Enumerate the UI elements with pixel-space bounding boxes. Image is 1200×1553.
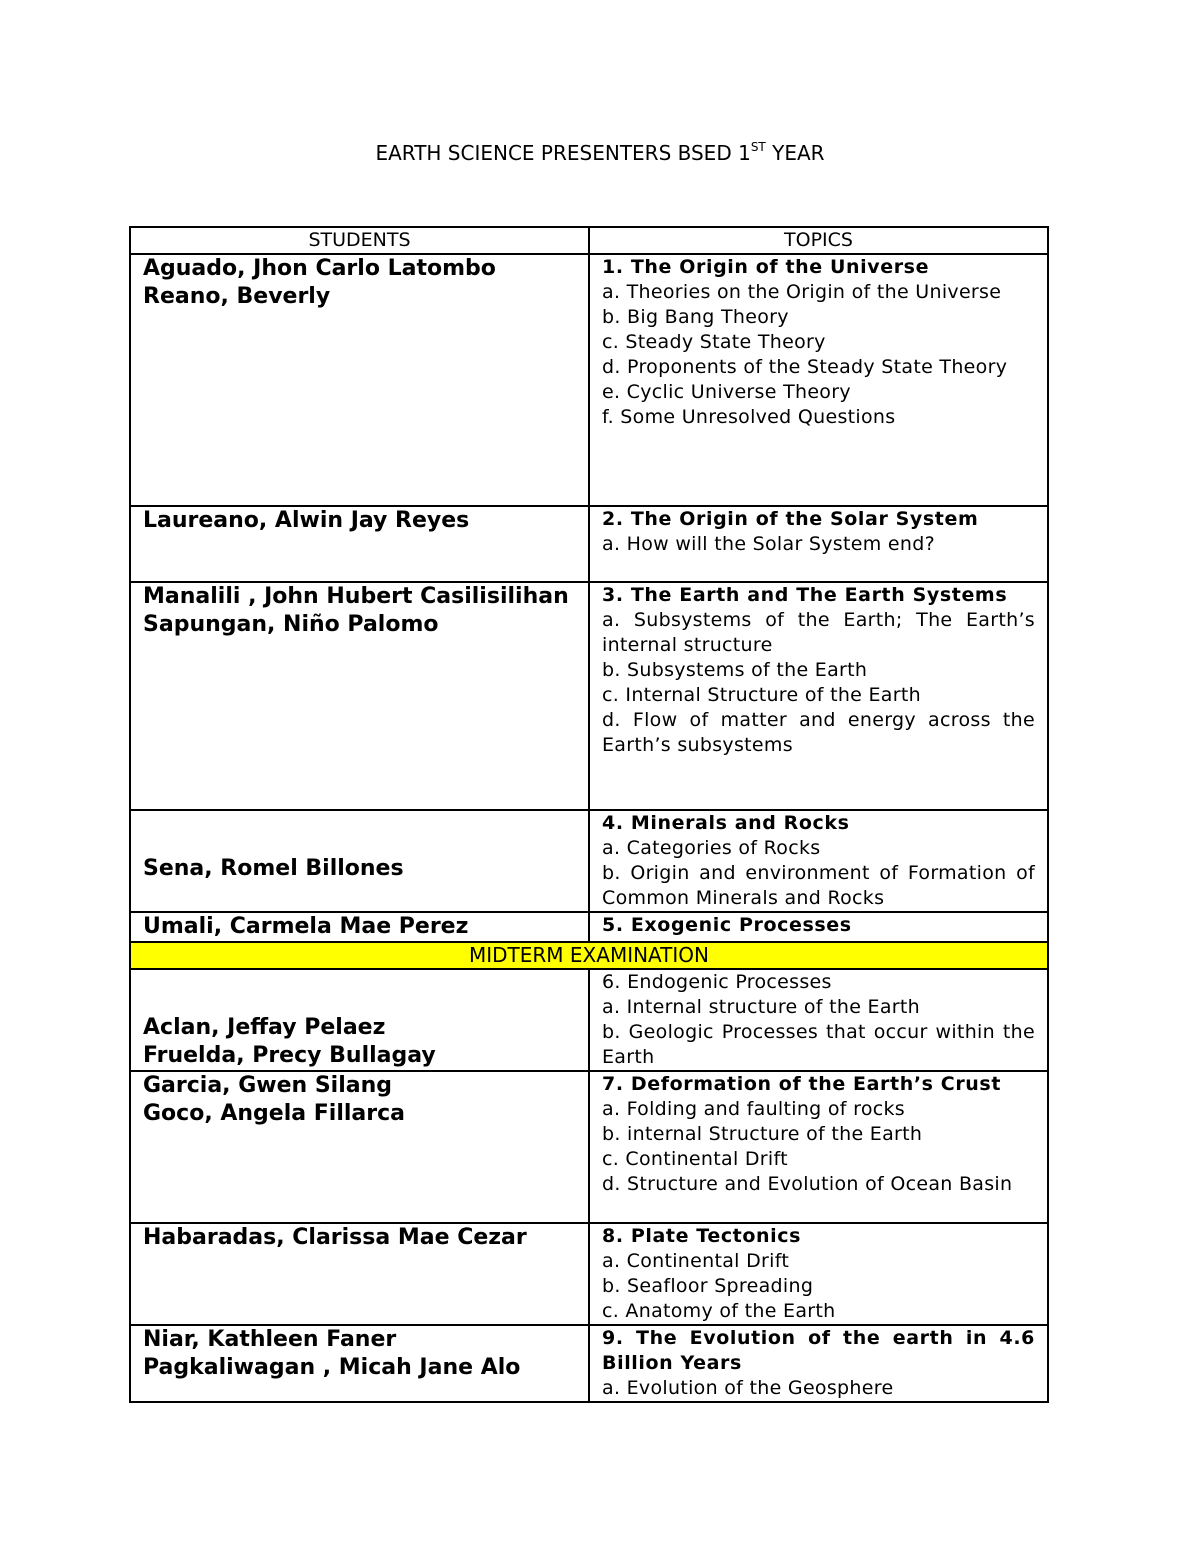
topic-item: c. Internal Structure of the Earth bbox=[602, 684, 921, 706]
topic-item: a. Evolution of the Geosphere bbox=[602, 1377, 894, 1399]
topic-item: a. Categories of Rocks bbox=[602, 837, 821, 859]
topic-item: 6. Endogenic Processes bbox=[602, 971, 832, 993]
table-row bbox=[130, 912, 1048, 942]
student-name: Niar, Kathleen Faner bbox=[143, 1327, 397, 1352]
topic-heading: 8. Plate Tectonics bbox=[602, 1225, 802, 1247]
topic-heading: 4. Minerals and Rocks bbox=[602, 812, 850, 834]
table-row bbox=[130, 1325, 1048, 1402]
topic-item: b. Geologic Processes that occur within the Earth bbox=[602, 1021, 1035, 1068]
topic-item: d. Proponents of the Steady State Theory bbox=[602, 356, 1008, 378]
student-name: Goco, Angela Fillarca bbox=[143, 1101, 405, 1126]
student-name: Aclan, Jeffay Pelaez bbox=[143, 1015, 386, 1040]
topics-cell bbox=[589, 1325, 1048, 1402]
topic-item: a. Theories on the Origin of the Universe bbox=[602, 281, 1002, 303]
presenters-table bbox=[129, 226, 1049, 1403]
students-cell bbox=[130, 912, 589, 942]
student-name: Umali, Carmela Mae Perez bbox=[143, 914, 469, 939]
table-row bbox=[130, 1071, 1048, 1223]
students-cell bbox=[130, 254, 589, 506]
students-cell bbox=[130, 582, 589, 810]
student-name: Sena, Romel Billones bbox=[143, 856, 404, 881]
student-name: Reano, Beverly bbox=[143, 284, 331, 309]
table-row bbox=[130, 506, 1048, 582]
student-name: Habaradas, Clarissa Mae Cezar bbox=[143, 1225, 527, 1250]
topics-cell bbox=[589, 254, 1048, 506]
topic-item: e. Cyclic Universe Theory bbox=[602, 381, 851, 403]
topic-item: c. Continental Drift bbox=[602, 1148, 788, 1170]
students-cell bbox=[130, 810, 589, 912]
students-column-header: STUDENTS bbox=[130, 227, 589, 254]
topic-heading: 3. The Earth and The Earth Systems bbox=[602, 584, 1008, 606]
table-row bbox=[130, 810, 1048, 912]
topics-column-header: TOPICS bbox=[589, 227, 1048, 254]
student-name: Aguado, Jhon Carlo Latombo bbox=[143, 256, 496, 281]
topic-item: c. Anatomy of the Earth bbox=[602, 1300, 836, 1322]
student-name: Pagkaliwagan , Micah Jane Alo bbox=[143, 1355, 521, 1380]
topics-cell bbox=[589, 912, 1048, 942]
table-row bbox=[130, 1223, 1048, 1325]
topic-item: b. Big Bang Theory bbox=[602, 306, 789, 328]
topic-item: a. Subsystems of the Earth; The Earth’s internal structure bbox=[602, 609, 1035, 656]
student-name: Garcia, Gwen Silang bbox=[143, 1073, 393, 1098]
topic-item: a. How will the Solar System end? bbox=[602, 533, 935, 555]
topic-item: b. Origin and environment of Formation of Common Minerals and Rocks bbox=[602, 862, 1035, 909]
topics-cell bbox=[589, 506, 1048, 582]
table-row bbox=[130, 582, 1048, 810]
student-name: Fruelda, Precy Bullagay bbox=[143, 1043, 436, 1068]
table-row bbox=[130, 254, 1048, 506]
midterm-examination-banner: MIDTERM EXAMINATION bbox=[130, 942, 1048, 969]
students-cell bbox=[130, 1071, 589, 1223]
students-cell bbox=[130, 506, 589, 582]
student-name: Laureano, Alwin Jay Reyes bbox=[143, 508, 470, 533]
topics-cell bbox=[589, 1223, 1048, 1325]
topics-cell bbox=[589, 969, 1048, 1071]
title-suffix: YEAR bbox=[765, 141, 825, 165]
topic-item: b. Subsystems of the Earth bbox=[602, 659, 868, 681]
topics-cell bbox=[589, 810, 1048, 912]
title-superscript: ST bbox=[750, 140, 766, 154]
topic-item: d. Structure and Evolution of Ocean Basin bbox=[602, 1173, 1013, 1195]
page-title bbox=[0, 140, 1200, 165]
topics-cell bbox=[589, 582, 1048, 810]
topic-heading: 2. The Origin of the Solar System bbox=[602, 508, 979, 530]
table-header-row bbox=[130, 227, 1048, 254]
topic-heading: 1. The Origin of the Universe bbox=[602, 256, 930, 278]
topic-item: b. Seafloor Spreading bbox=[602, 1275, 814, 1297]
topic-heading: 7. Deformation of the Earth’s Crust bbox=[602, 1073, 1002, 1095]
topic-item: b. internal Structure of the Earth bbox=[602, 1123, 923, 1145]
students-cell bbox=[130, 1223, 589, 1325]
student-name: Manalili , John Hubert Casilisilihan bbox=[143, 584, 569, 609]
midterm-row bbox=[130, 942, 1048, 969]
table-row bbox=[130, 969, 1048, 1071]
topic-item: c. Steady State Theory bbox=[602, 331, 826, 353]
topic-item: f. Some Unresolved Questions bbox=[602, 406, 896, 428]
title-text: EARTH SCIENCE PRESENTERS BSED 1 bbox=[375, 141, 751, 165]
topic-item: a. Internal structure of the Earth bbox=[602, 996, 920, 1018]
students-cell bbox=[130, 1325, 589, 1402]
topics-cell bbox=[589, 1071, 1048, 1223]
topic-item: a. Continental Drift bbox=[602, 1250, 790, 1272]
topic-heading: 5. Exogenic Processes bbox=[602, 914, 852, 936]
topic-heading: 9. The Evolution of the earth in 4.6 Billion Years bbox=[602, 1327, 1035, 1374]
table-body bbox=[130, 254, 1048, 1402]
students-cell bbox=[130, 969, 589, 1071]
topic-item: a. Folding and faulting of rocks bbox=[602, 1098, 905, 1120]
topic-item: d. Flow of matter and energy across the Earth’s subsystems bbox=[602, 709, 1035, 756]
student-name: Sapungan, Niño Palomo bbox=[143, 612, 439, 637]
